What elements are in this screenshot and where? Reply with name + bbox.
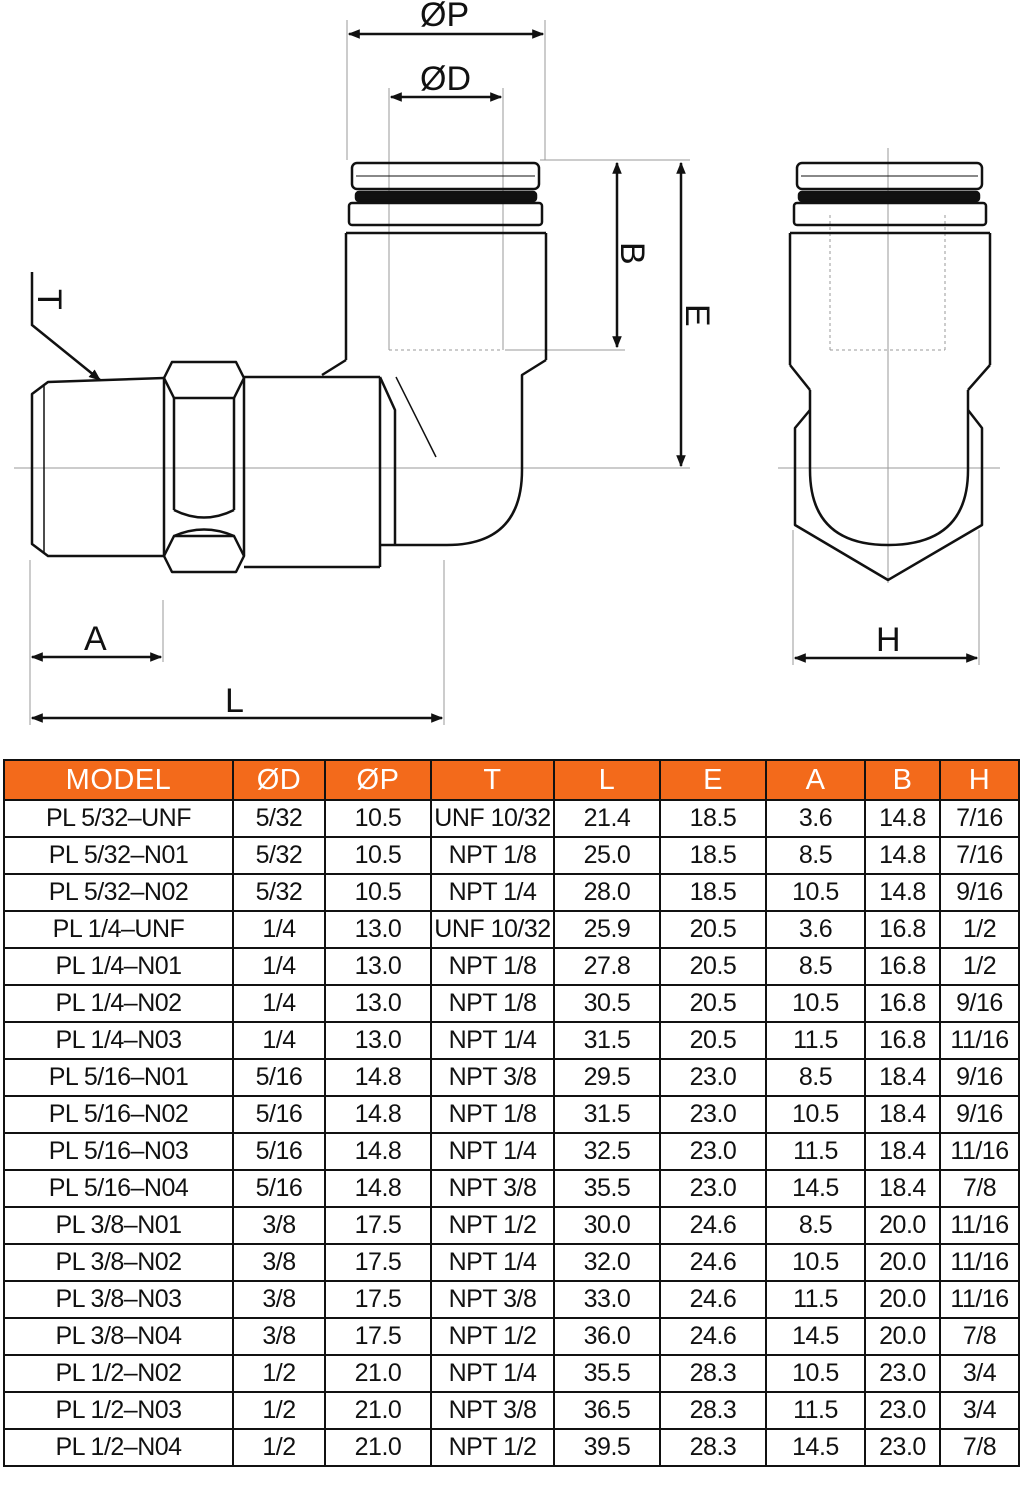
table-cell: 32.5 <box>554 1133 660 1170</box>
table-cell: 16.8 <box>865 948 940 985</box>
table-cell: 14.8 <box>865 874 940 911</box>
table-cell: 5/16 <box>233 1096 325 1133</box>
table-cell: 25.0 <box>554 837 660 874</box>
column-header: L <box>554 760 660 800</box>
table-cell: 13.0 <box>325 948 431 985</box>
table-cell: 17.5 <box>325 1244 431 1281</box>
table-cell: NPT 1/4 <box>431 1355 554 1392</box>
table-cell: 36.5 <box>554 1392 660 1429</box>
table-row <box>4 1207 1019 1244</box>
label-t: T <box>30 289 68 310</box>
table-cell: 16.8 <box>865 911 940 948</box>
table-cell: NPT 1/2 <box>431 1318 554 1355</box>
table-cell: 17.5 <box>325 1281 431 1318</box>
table-cell: UNF 10/32 <box>431 911 554 948</box>
table-cell: 24.6 <box>660 1207 766 1244</box>
column-header: E <box>660 760 766 800</box>
table-cell: NPT 1/2 <box>431 1207 554 1244</box>
model-cell: PL 5/16–N02 <box>4 1096 233 1133</box>
table-cell: 20.5 <box>660 911 766 948</box>
column-header: T <box>431 760 554 800</box>
table-cell: NPT 1/4 <box>431 1022 554 1059</box>
label-b: B <box>613 242 651 265</box>
model-cell: PL 5/32–N02 <box>4 874 233 911</box>
table-row <box>4 1392 1019 1429</box>
table-cell: 23.0 <box>865 1429 940 1466</box>
table-cell: 23.0 <box>865 1392 940 1429</box>
table-cell: 8.5 <box>766 948 865 985</box>
table-cell: 20.0 <box>865 1318 940 1355</box>
table-cell: 11.5 <box>766 1392 865 1429</box>
table-cell: 28.3 <box>660 1429 766 1466</box>
table-cell: 21.0 <box>325 1392 431 1429</box>
table-cell: 3/8 <box>233 1318 325 1355</box>
table-cell: 18.4 <box>865 1170 940 1207</box>
table-cell: 10.5 <box>766 985 865 1022</box>
table-cell: 5/16 <box>233 1059 325 1096</box>
table-cell: 35.5 <box>554 1170 660 1207</box>
table-row <box>4 1318 1019 1355</box>
table-cell: NPT 3/8 <box>431 1281 554 1318</box>
table-cell: 14.8 <box>325 1096 431 1133</box>
table-cell: 21.4 <box>554 800 660 837</box>
table-cell: 18.5 <box>660 800 766 837</box>
model-cell: PL 3/8–N01 <box>4 1207 233 1244</box>
table-cell: 14.8 <box>865 800 940 837</box>
table-row <box>4 948 1019 985</box>
table-cell: 11/16 <box>940 1022 1019 1059</box>
table-cell: 14.8 <box>865 837 940 874</box>
table-cell: 5/16 <box>233 1133 325 1170</box>
table-cell: 3.6 <box>766 800 865 837</box>
table-row <box>4 1022 1019 1059</box>
column-header: MODEL <box>4 760 233 800</box>
model-cell: PL 1/2–N04 <box>4 1429 233 1466</box>
table-cell: 1/2 <box>233 1429 325 1466</box>
table-cell: 11/16 <box>940 1207 1019 1244</box>
table-cell: 20.0 <box>865 1207 940 1244</box>
table-cell: 18.4 <box>865 1059 940 1096</box>
table-cell: 14.8 <box>325 1170 431 1207</box>
table-cell: 13.0 <box>325 911 431 948</box>
table-cell: 1/2 <box>940 911 1019 948</box>
table-cell: NPT 3/8 <box>431 1170 554 1207</box>
column-header: ØP <box>325 760 431 800</box>
table-cell: 3/8 <box>233 1244 325 1281</box>
table-cell: NPT 1/4 <box>431 874 554 911</box>
table-cell: 24.6 <box>660 1281 766 1318</box>
table-cell: 1/4 <box>233 985 325 1022</box>
label-e: E <box>678 304 716 327</box>
table-row <box>4 911 1019 948</box>
spec-table <box>3 759 1020 1467</box>
label-phi-d: ØD <box>420 60 471 98</box>
model-cell: PL 5/16–N04 <box>4 1170 233 1207</box>
table-row <box>4 1133 1019 1170</box>
table-cell: 11/16 <box>940 1244 1019 1281</box>
table-cell: 16.8 <box>865 1022 940 1059</box>
table-cell: 27.8 <box>554 948 660 985</box>
model-cell: PL 1/4–N02 <box>4 985 233 1022</box>
model-cell: PL 5/32–UNF <box>4 800 233 837</box>
model-cell: PL 1/2–N02 <box>4 1355 233 1392</box>
table-cell: 7/8 <box>940 1318 1019 1355</box>
table-cell: 10.5 <box>325 837 431 874</box>
table-cell: 21.0 <box>325 1429 431 1466</box>
table-cell: NPT 1/8 <box>431 1096 554 1133</box>
table-cell: 18.5 <box>660 874 766 911</box>
table-row <box>4 1244 1019 1281</box>
table-cell: 10.5 <box>766 1244 865 1281</box>
table-cell: 23.0 <box>660 1170 766 1207</box>
table-cell: NPT 1/8 <box>431 837 554 874</box>
table-cell: 8.5 <box>766 1207 865 1244</box>
table-cell: 20.0 <box>865 1244 940 1281</box>
table-cell: 20.0 <box>865 1281 940 1318</box>
table-cell: 31.5 <box>554 1096 660 1133</box>
table-cell: 7/16 <box>940 800 1019 837</box>
table-cell: 9/16 <box>940 874 1019 911</box>
table-cell: 5/32 <box>233 874 325 911</box>
table-cell: 31.5 <box>554 1022 660 1059</box>
column-header: H <box>940 760 1019 800</box>
table-cell: 9/16 <box>940 985 1019 1022</box>
model-cell: PL 5/32–N01 <box>4 837 233 874</box>
table-cell: 13.0 <box>325 1022 431 1059</box>
table-cell: 9/16 <box>940 1096 1019 1133</box>
table-cell: UNF 10/32 <box>431 800 554 837</box>
table-cell: 1/4 <box>233 948 325 985</box>
table-cell: 10.5 <box>766 1355 865 1392</box>
table-cell: 8.5 <box>766 837 865 874</box>
table-cell: 3/8 <box>233 1207 325 1244</box>
table-row <box>4 837 1019 874</box>
table-cell: 23.0 <box>865 1355 940 1392</box>
table-cell: 9/16 <box>940 1059 1019 1096</box>
table-row <box>4 1096 1019 1133</box>
table-cell: 24.6 <box>660 1318 766 1355</box>
table-cell: 18.5 <box>660 837 766 874</box>
table-cell: 18.4 <box>865 1096 940 1133</box>
table-cell: 3/8 <box>233 1281 325 1318</box>
column-header: ØD <box>233 760 325 800</box>
side-view <box>32 163 546 572</box>
model-cell: PL 5/16–N01 <box>4 1059 233 1096</box>
hidden-bore <box>389 215 945 350</box>
table-cell: 17.5 <box>325 1318 431 1355</box>
label-a: A <box>84 620 107 658</box>
table-cell: 24.6 <box>660 1244 766 1281</box>
table-cell: 7/16 <box>940 837 1019 874</box>
table-cell: 5/32 <box>233 837 325 874</box>
table-cell: 28.3 <box>660 1355 766 1392</box>
table-cell: NPT 1/8 <box>431 985 554 1022</box>
table-cell: 11/16 <box>940 1281 1019 1318</box>
column-header: B <box>865 760 940 800</box>
table-cell: 25.9 <box>554 911 660 948</box>
table-cell: 32.0 <box>554 1244 660 1281</box>
table-cell: 33.0 <box>554 1281 660 1318</box>
table-cell: 28.0 <box>554 874 660 911</box>
table-cell: 39.5 <box>554 1429 660 1466</box>
table-cell: 3.6 <box>766 911 865 948</box>
table-cell: 29.5 <box>554 1059 660 1096</box>
model-cell: PL 1/2–N03 <box>4 1392 233 1429</box>
table-cell: NPT 1/8 <box>431 948 554 985</box>
extension-lines <box>14 20 1000 725</box>
table-cell: 8.5 <box>766 1059 865 1096</box>
table-row <box>4 985 1019 1022</box>
table-cell: NPT 3/8 <box>431 1392 554 1429</box>
model-cell: PL 1/4–UNF <box>4 911 233 948</box>
table-cell: 14.5 <box>766 1318 865 1355</box>
table-cell: 14.5 <box>766 1429 865 1466</box>
table-row <box>4 1059 1019 1096</box>
table-cell: 28.3 <box>660 1392 766 1429</box>
label-h: H <box>876 621 901 659</box>
table-cell: 18.4 <box>865 1133 940 1170</box>
table-cell: 36.0 <box>554 1318 660 1355</box>
model-cell: PL 3/8–N03 <box>4 1281 233 1318</box>
model-cell: PL 5/16–N03 <box>4 1133 233 1170</box>
label-phi-p: ØP <box>420 0 470 34</box>
model-cell: PL 1/4–N01 <box>4 948 233 985</box>
front-view <box>790 163 990 580</box>
model-cell: PL 1/4–N03 <box>4 1022 233 1059</box>
table-cell: 1/4 <box>233 1022 325 1059</box>
table-cell: 20.5 <box>660 985 766 1022</box>
table-cell: 30.5 <box>554 985 660 1022</box>
dimension-arrows <box>32 34 977 718</box>
table-row <box>4 800 1019 837</box>
table-cell: 13.0 <box>325 985 431 1022</box>
table-cell: 11.5 <box>766 1133 865 1170</box>
table-cell: 5/32 <box>233 800 325 837</box>
table-cell: 17.5 <box>325 1207 431 1244</box>
table-cell: 11.5 <box>766 1281 865 1318</box>
table-cell: 11.5 <box>766 1022 865 1059</box>
column-header: A <box>766 760 865 800</box>
model-cell: PL 3/8–N04 <box>4 1318 233 1355</box>
table-cell: 5/16 <box>233 1170 325 1207</box>
model-cell: PL 3/8–N02 <box>4 1244 233 1281</box>
table-cell: 14.5 <box>766 1170 865 1207</box>
table-cell: 10.5 <box>766 1096 865 1133</box>
table-cell: 1/4 <box>233 911 325 948</box>
table-row <box>4 1355 1019 1392</box>
table-row <box>4 874 1019 911</box>
table-cell: NPT 1/4 <box>431 1133 554 1170</box>
table-cell: NPT 1/4 <box>431 1244 554 1281</box>
table-cell: 1/2 <box>233 1392 325 1429</box>
table-cell: 1/2 <box>940 948 1019 985</box>
table-cell: 7/8 <box>940 1170 1019 1207</box>
table-cell: 11/16 <box>940 1133 1019 1170</box>
table-cell: 14.8 <box>325 1059 431 1096</box>
table-cell: 23.0 <box>660 1059 766 1096</box>
table-header-row <box>4 760 1019 800</box>
table-cell: 20.5 <box>660 1022 766 1059</box>
table-cell: NPT 3/8 <box>431 1059 554 1096</box>
table-cell: 23.0 <box>660 1133 766 1170</box>
table-cell: 3/4 <box>940 1355 1019 1392</box>
table-cell: 10.5 <box>766 874 865 911</box>
table-cell: 35.5 <box>554 1355 660 1392</box>
table-cell: 3/4 <box>940 1392 1019 1429</box>
table-cell: NPT 1/2 <box>431 1429 554 1466</box>
table-cell: 23.0 <box>660 1096 766 1133</box>
table-cell: 30.0 <box>554 1207 660 1244</box>
table-row <box>4 1170 1019 1207</box>
table-cell: 14.8 <box>325 1133 431 1170</box>
table-cell: 10.5 <box>325 800 431 837</box>
table-cell: 7/8 <box>940 1429 1019 1466</box>
table-cell: 16.8 <box>865 985 940 1022</box>
table-cell: 20.5 <box>660 948 766 985</box>
label-l: L <box>225 682 244 720</box>
table-cell: 21.0 <box>325 1355 431 1392</box>
table-cell: 10.5 <box>325 874 431 911</box>
table-cell: 1/2 <box>233 1355 325 1392</box>
table-row <box>4 1281 1019 1318</box>
table-row <box>4 1429 1019 1466</box>
